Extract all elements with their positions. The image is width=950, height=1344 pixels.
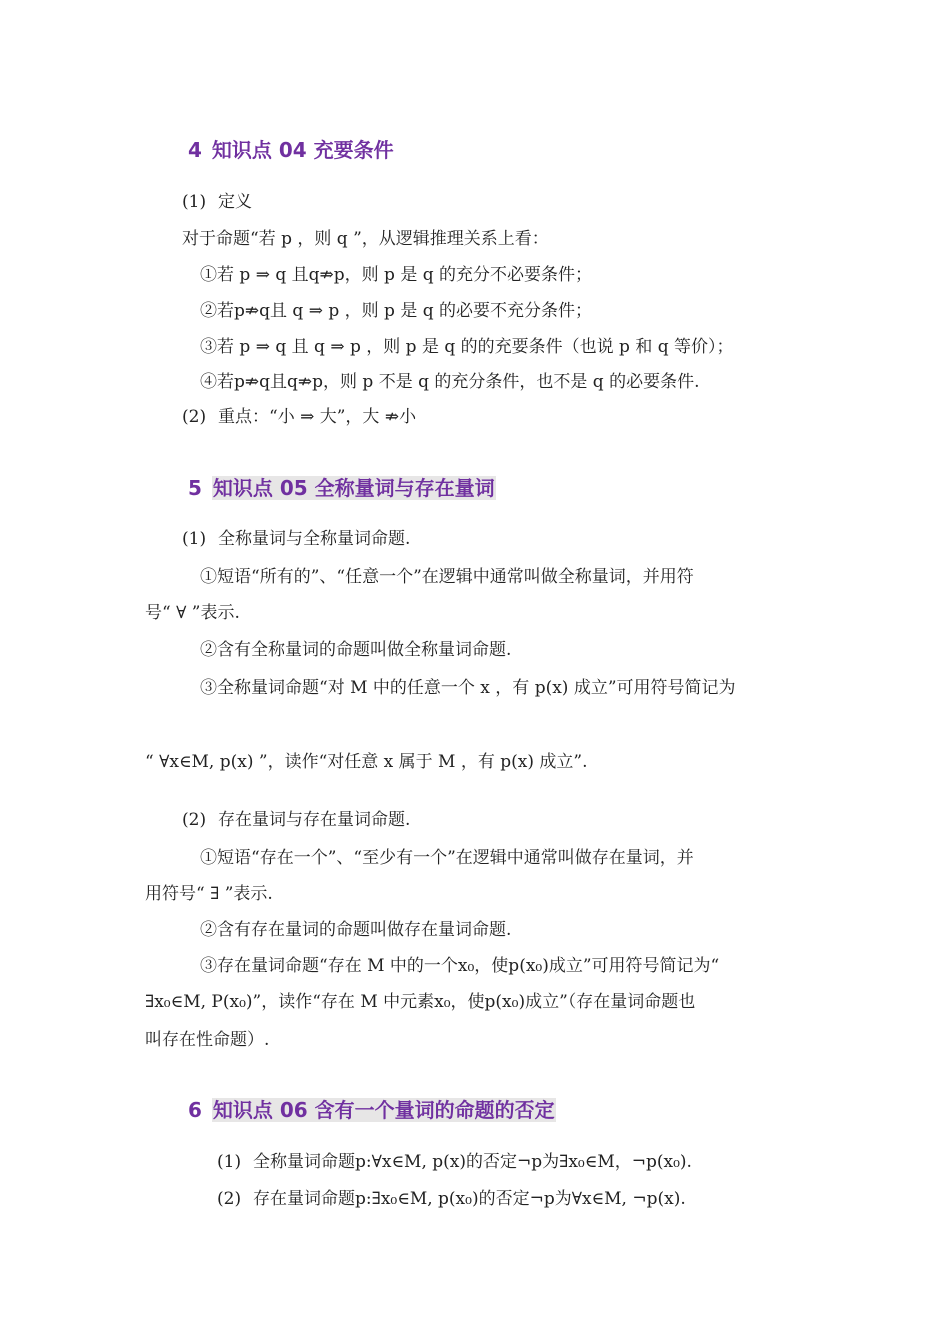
section-heading-6	[188, 1096, 556, 1124]
item-label: (2)	[182, 810, 207, 830]
item-text: 存在量词与存在量词命题.	[218, 810, 411, 830]
s5-b1: ①短语“存在一个”、“至少有一个”在逻辑中通常叫做存在量词，并	[200, 848, 694, 868]
item-label: (1)	[217, 1152, 242, 1172]
s4-intro: 对于命题“若 p ，则 q ”，从逻辑推理关系上看：	[182, 229, 549, 249]
s4-item-1	[182, 190, 252, 214]
s5-b1-cont: 用符号“ ∃ ”表示.	[145, 884, 273, 904]
section-number: 5	[188, 476, 202, 500]
s5-a3: ③全称量词命题“对 M 中的任意一个 x ，有 p(x) 成立”可用符号简记为	[200, 678, 736, 698]
item-label: (2)	[217, 1189, 242, 1209]
section-title: 知识点 05 全称量词与存在量词	[212, 476, 495, 500]
s5-a3-cont: “ ∀x∈M, p(x) ”，读作“对任意 x 属于 M ，有 p(x) 成立”.	[145, 752, 588, 772]
section-heading-4	[188, 136, 394, 164]
s4-case-2: ②若p⇏q且 q ⇒ p ，则 p 是 q 的必要不充分条件；	[200, 301, 593, 321]
s4-item-2	[182, 405, 416, 429]
s5-a1-cont: 号“ ∀ ”表示.	[145, 603, 240, 623]
s5-b2: ②含有存在量词的命题叫做存在量词命题.	[200, 920, 512, 940]
item-text: 定义	[218, 192, 252, 212]
s4-case-1: ①若 p ⇒ q 且q⇏p，则 p 是 q 的充分不必要条件；	[200, 265, 593, 285]
s5-b3-cont: ∃x₀∈M, P(x₀)”，读作“存在 M 中元素x₀，使p(x₀)成立”（存在量词命题也	[145, 992, 696, 1012]
s5-a2: ②含有全称量词的命题叫做全称量词命题.	[200, 640, 512, 660]
s6-item-1	[217, 1150, 692, 1174]
s6-item-2	[217, 1187, 686, 1211]
section-title: 知识点 04 充要条件	[211, 138, 394, 162]
section-number: 6	[188, 1098, 202, 1122]
item-text: 重点：“小 ⇒ 大”，大 ⇏小	[218, 407, 417, 427]
s5-item-1	[182, 527, 410, 551]
s5-b3: ③存在量词命题“存在 M 中的一个x₀，使p(x₀)成立”可用符号简记为“	[200, 956, 720, 976]
section-number: 4	[188, 138, 202, 162]
s4-case-4: ④若p⇏q且q⇏p，则 p 不是 q 的充分条件，也不是 q 的必要条件.	[200, 372, 700, 392]
item-text: 全称量词命题p:∀x∈M, p(x)的否定¬p为∃x₀∈M，¬p(x₀).	[253, 1152, 692, 1172]
s4-case-3: ③若 p ⇒ q 且 q ⇒ p ，则 p 是 q 的的充要条件（也说 p 和 q 等价）；	[200, 337, 734, 357]
section-title: 知识点 06 含有一个量词的命题的否定	[212, 1098, 555, 1122]
item-label: (1)	[182, 192, 207, 212]
item-text: 存在量词命题p:∃x₀∈M, p(x₀)的否定¬p为∀x∈M, ¬p(x).	[253, 1189, 686, 1209]
s5-b3-cont2: 叫存在性命题）.	[145, 1030, 270, 1050]
s5-item-2	[182, 808, 410, 832]
item-text: 全称量词与全称量词命题.	[218, 529, 411, 549]
item-label: (2)	[182, 407, 207, 427]
item-label: (1)	[182, 529, 207, 549]
section-heading-5	[188, 474, 496, 502]
s5-a1: ①短语“所有的”、“任意一个”在逻辑中通常叫做全称量词，并用符	[200, 567, 694, 587]
